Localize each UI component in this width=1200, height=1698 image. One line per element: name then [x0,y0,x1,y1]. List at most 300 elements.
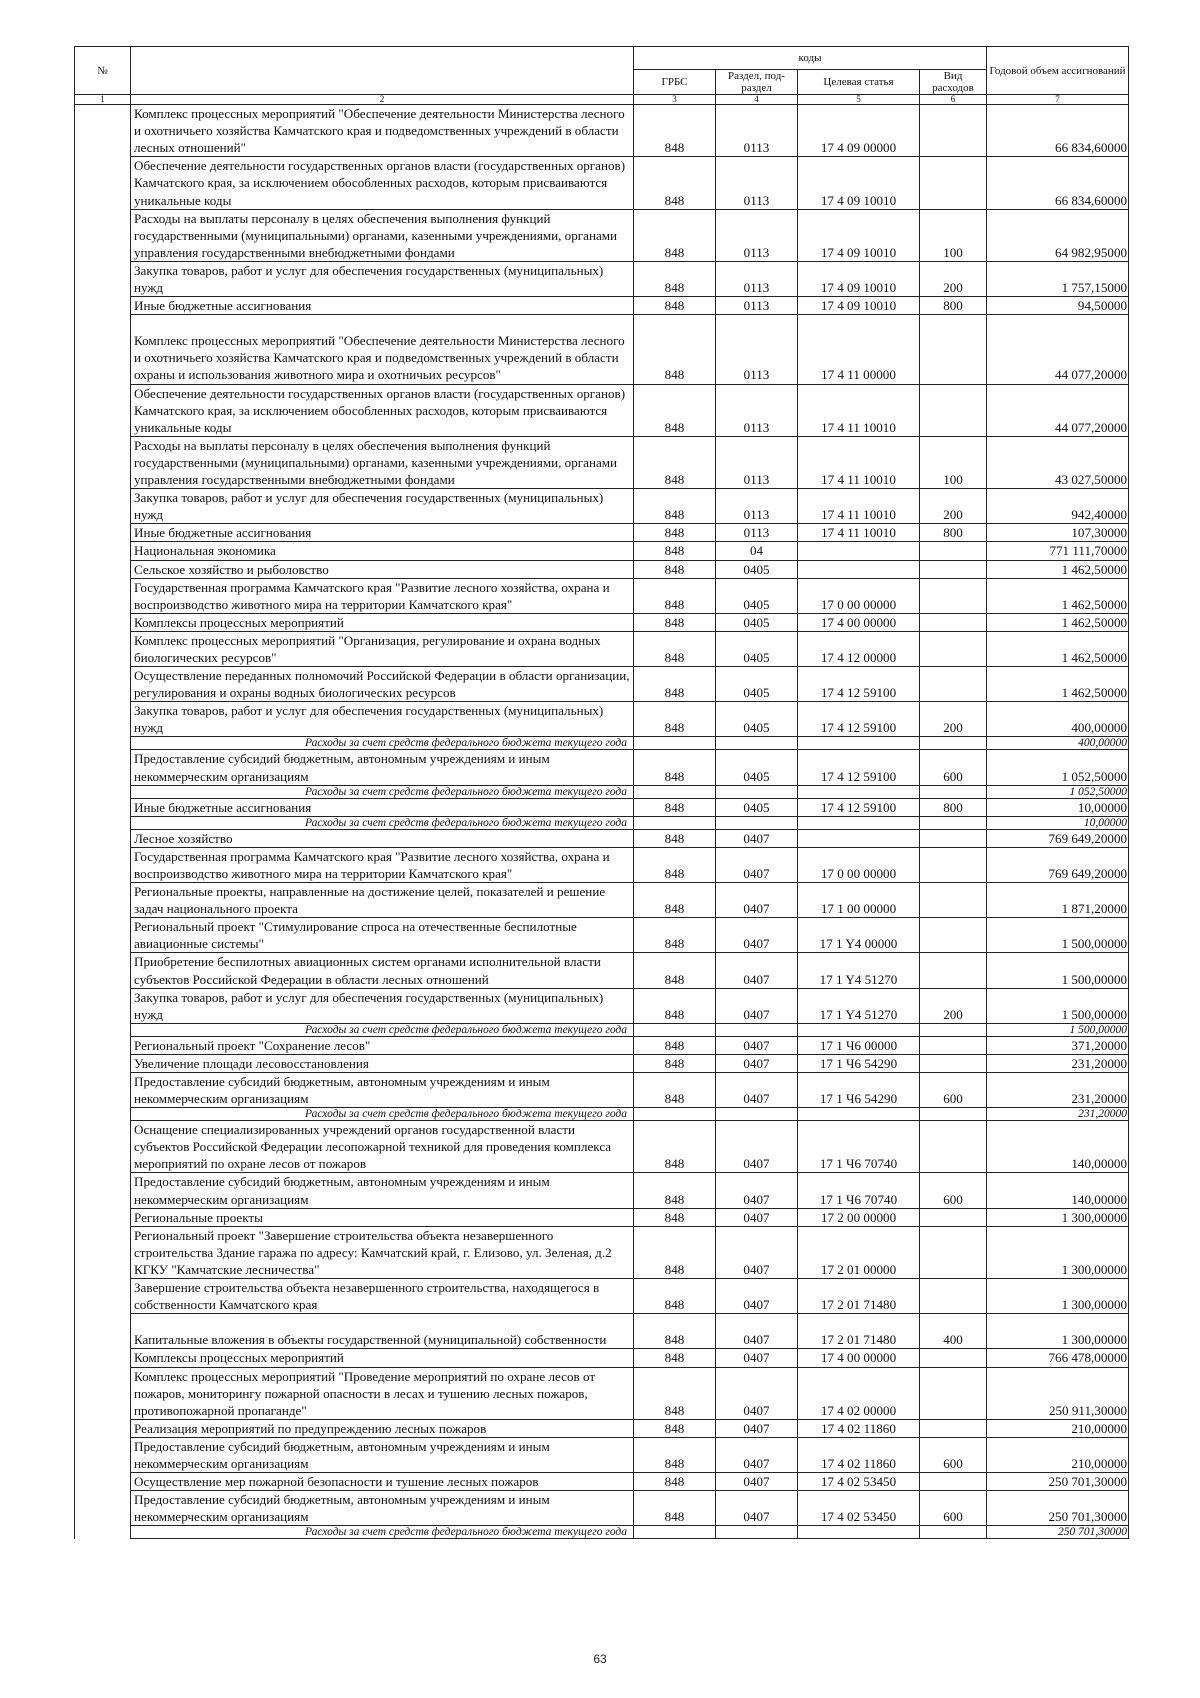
header-codes: коды [634,47,987,70]
row-name: Региональные проекты, направленные на достижение целей, показателей и решение задач национального проекта [131,883,634,918]
row-section: 0405 [716,631,798,666]
row-grbs: 848 [634,702,716,737]
row-amount: 1 462,50000 [987,578,1129,613]
row-amount: 1 462,50000 [987,613,1129,631]
row-amount: 43 027,50000 [987,436,1129,488]
row-grbs: 848 [634,209,716,261]
row-section: 0407 [716,1349,798,1367]
row-amount: 1 300,00000 [987,1208,1129,1226]
table-row [75,542,1129,560]
row-grbs: 848 [634,988,716,1023]
row-name: Комплекс процессных мероприятий "Проведение мероприятий по охране лесов от пожаров, мониторингу пожарной опасности в лесах и тушению лесных пожаров, противопожарной пропаганде" [131,1367,634,1419]
table-row [75,297,1129,315]
row-name: Иные бюджетные ассигнования [131,524,634,542]
row-expense-type [920,384,987,436]
row-amount: 1 757,15000 [987,261,1129,296]
row-name: Реализация мероприятий по предупреждению лесных пожаров [131,1419,634,1437]
federal-note-row [75,816,1129,829]
row-grbs: 848 [634,631,716,666]
row-name: Лесное хозяйство [131,829,634,847]
row-section: 0405 [716,578,798,613]
row-name: Региональный проект "Стимулирование спроса на отечественные беспилотные авиационные системы" [131,918,634,953]
row-name: Закупка товаров, работ и услуг для обеспечения государственных (муниципальных) нужд [131,988,634,1023]
row-target-item: 17 4 09 10010 [798,157,920,209]
row-amount: 942,40000 [987,489,1129,524]
row-target-item: 17 4 12 59100 [798,798,920,816]
row-name: Расходы за счет средств федерального бюджета текущего года [131,1023,634,1036]
row-target-item: 17 4 12 59100 [798,750,920,785]
row-index-cell [75,1491,131,1526]
row-expense-type [920,785,987,798]
header-number: № [75,47,131,95]
row-target-item: 17 4 11 10010 [798,436,920,488]
row-section: 0407 [716,829,798,847]
row-section: 0407 [716,1419,798,1437]
row-target-item: 17 0 00 00000 [798,847,920,882]
row-index-cell [75,918,131,953]
table-row [75,578,1129,613]
row-expense-type [920,1226,987,1278]
row-section: 0407 [716,1121,798,1173]
row-target-item: 17 4 00 00000 [798,1349,920,1367]
row-section: 0113 [716,436,798,488]
row-amount: 250 911,30000 [987,1367,1129,1419]
row-index-cell [75,702,131,737]
row-name: Закупка товаров, работ и услуг для обеспечения государственных (муниципальных) нужд [131,702,634,737]
row-target-item: 17 4 02 53450 [798,1473,920,1491]
row-expense-type [920,560,987,578]
row-name: Капитальные вложения в объекты государственной (муниципальной) собственности [131,1314,634,1349]
row-name: Иные бюджетные ассигнования [131,798,634,816]
row-amount: 64 982,95000 [987,209,1129,261]
row-amount: 1 052,50000 [987,750,1129,785]
row-expense-type [920,953,987,988]
header-target-item: Целевая статья [798,70,920,95]
row-grbs: 848 [634,1491,716,1526]
row-amount: 769 649,20000 [987,829,1129,847]
row-name: Комплексы процессных мероприятий [131,613,634,631]
table-header [75,47,1129,105]
row-expense-type: 600 [920,1072,987,1107]
row-name: Расходы на выплаты персоналу в целях обеспечения выполнения функций государственными (муниципальными) органами, казенными учреждениями, органами управления государственными внебюджетными фондами [131,436,634,488]
row-expense-type [920,667,987,702]
row-index-cell [75,560,131,578]
row-target-item: 17 1 Ч6 00000 [798,1036,920,1054]
row-amount: 1 462,50000 [987,631,1129,666]
row-grbs: 848 [634,1226,716,1278]
row-expense-type [920,1208,987,1226]
row-index-cell [75,1437,131,1472]
row-section: 0405 [716,667,798,702]
row-grbs: 848 [634,1367,716,1419]
row-index-cell [75,613,131,631]
row-name: Комплекс процессных мероприятий "Обеспечение деятельности Министерства лесного и охотничьего хозяйства Камчатского края и подведомственных учреждений в области охраны и использования животного мира и охотничьих ресурсов" [131,315,634,384]
row-target-item: 17 2 01 71480 [798,1314,920,1349]
row-index-cell [75,157,131,209]
row-expense-type [920,157,987,209]
row-expense-type [920,1121,987,1173]
row-grbs: 848 [634,1279,716,1314]
row-target-item: 17 4 11 10010 [798,384,920,436]
row-section [716,737,798,750]
federal-note-row [75,1108,1129,1121]
federal-note-row [75,1526,1129,1539]
row-amount: 231,20000 [987,1108,1129,1121]
row-target-item: 17 1 Ч6 54290 [798,1072,920,1107]
budget-table [74,46,1129,1539]
row-grbs: 848 [634,384,716,436]
row-name: Региональный проект "Завершение строительства объекта незавершенного строительства Здание гаража по адресу: Камчатский край, г. Елизово, ул. Зеленая, д.2 КГКУ "Камчатские лесничества" [131,1226,634,1278]
row-index-cell [75,798,131,816]
row-section: 0407 [716,953,798,988]
table-row [75,883,1129,918]
row-grbs: 848 [634,1208,716,1226]
row-expense-type [920,1054,987,1072]
row-grbs [634,1023,716,1036]
row-name: Расходы за счет средств федерального бюджета текущего года [131,1108,634,1121]
row-grbs: 848 [634,918,716,953]
row-grbs: 848 [634,1314,716,1349]
table-row [75,1473,1129,1491]
row-expense-type [920,816,987,829]
row-target-item: 17 4 11 10010 [798,489,920,524]
row-grbs: 848 [634,1173,716,1208]
row-index-cell [75,105,131,157]
row-name: Региональные проекты [131,1208,634,1226]
row-amount: 1 500,00000 [987,988,1129,1023]
row-name: Сельское хозяйство и рыболовство [131,560,634,578]
row-target-item: 17 2 00 00000 [798,1208,920,1226]
table-row [75,1367,1129,1419]
row-amount: 766 478,00000 [987,1349,1129,1367]
row-grbs: 848 [634,847,716,882]
row-expense-type: 100 [920,436,987,488]
table-row [75,524,1129,542]
row-index-cell [75,384,131,436]
row-index-cell [75,1072,131,1107]
row-target-item: 17 1 Y4 51270 [798,953,920,988]
row-target-item: 17 1 Y4 51270 [798,988,920,1023]
row-grbs: 848 [634,1121,716,1173]
row-grbs: 848 [634,1072,716,1107]
row-target-item [798,542,920,560]
budget-sheet [74,46,1128,1539]
row-index-cell [75,829,131,847]
header-name [131,47,634,95]
header-grbs: ГРБС [634,70,716,95]
row-amount: 250 701,30000 [987,1473,1129,1491]
row-section: 0407 [716,1314,798,1349]
header-col-num: 7 [987,95,1129,105]
row-expense-type [920,883,987,918]
header-col-num: 4 [716,95,798,105]
row-amount: 1 500,00000 [987,953,1129,988]
row-grbs: 848 [634,560,716,578]
row-target-item [798,1526,920,1539]
row-name: Комплекс процессных мероприятий "Организация, регулирование и охрана водных биологических ресурсов" [131,631,634,666]
row-section: 0407 [716,1173,798,1208]
row-amount: 66 834,60000 [987,105,1129,157]
row-amount: 400,00000 [987,702,1129,737]
federal-note-row [75,737,1129,750]
row-section: 0113 [716,261,798,296]
row-index-cell [75,1419,131,1437]
row-amount: 400,00000 [987,737,1129,750]
row-expense-type [920,315,987,384]
row-section: 0407 [716,918,798,953]
row-section: 0407 [716,847,798,882]
row-section [716,785,798,798]
row-grbs: 848 [634,524,716,542]
row-name: Расходы за счет средств федерального бюджета текущего года [131,785,634,798]
row-expense-type [920,1349,987,1367]
table-row [75,261,1129,296]
header-section: Раздел, под-раздел [716,70,798,95]
row-name: Региональный проект "Сохранение лесов" [131,1036,634,1054]
table-row [75,1279,1129,1314]
row-expense-type: 600 [920,1173,987,1208]
row-amount: 1 300,00000 [987,1226,1129,1278]
row-target-item [798,1023,920,1036]
row-expense-type [920,1279,987,1314]
row-index-cell [75,1349,131,1367]
row-grbs: 848 [634,297,716,315]
row-index-cell [75,816,131,829]
row-grbs: 848 [634,261,716,296]
row-grbs: 848 [634,883,716,918]
federal-note-row [75,1023,1129,1036]
row-name: Иные бюджетные ассигнования [131,297,634,315]
row-index-cell [75,209,131,261]
table-row [75,631,1129,666]
row-expense-type: 600 [920,1437,987,1472]
row-target-item: 17 4 09 10010 [798,209,920,261]
row-index-cell [75,1121,131,1173]
row-section: 0405 [716,750,798,785]
row-target-item: 17 1 Y4 00000 [798,918,920,953]
row-expense-type [920,829,987,847]
row-expense-type: 600 [920,750,987,785]
row-index-cell [75,315,131,384]
table-row [75,1036,1129,1054]
row-index-cell [75,436,131,488]
row-section: 0407 [716,1208,798,1226]
row-grbs: 848 [634,613,716,631]
table-row [75,1349,1129,1367]
row-name: Государственная программа Камчатского края "Развитие лесного хозяйства, охрана и воспроизводство животного мира на территории Камчатского края" [131,847,634,882]
row-index-cell [75,524,131,542]
row-amount: 771 111,70000 [987,542,1129,560]
row-expense-type [920,1526,987,1539]
row-expense-type: 600 [920,1491,987,1526]
row-grbs: 848 [634,1349,716,1367]
row-name: Закупка товаров, работ и услуг для обеспечения государственных (муниципальных) нужд [131,261,634,296]
row-name: Расходы за счет средств федерального бюджета текущего года [131,1526,634,1539]
row-index-cell [75,297,131,315]
row-amount: 1 462,50000 [987,667,1129,702]
header-col-num: 1 [75,95,131,105]
row-section: 0407 [716,1367,798,1419]
row-expense-type: 800 [920,798,987,816]
row-amount: 44 077,20000 [987,315,1129,384]
row-expense-type [920,105,987,157]
row-name: Предоставление субсидий бюджетным, автономным учреждениям и иным некоммерческим организациям [131,750,634,785]
row-section: 0113 [716,489,798,524]
row-index-cell [75,542,131,560]
table-row [75,436,1129,488]
row-amount: 1 871,20000 [987,883,1129,918]
table-row [75,953,1129,988]
row-section: 0113 [716,297,798,315]
row-target-item: 17 1 Ч6 54290 [798,1054,920,1072]
header-col-num: 6 [920,95,987,105]
row-target-item: 17 2 01 00000 [798,1226,920,1278]
row-name: Предоставление субсидий бюджетным, автономным учреждениям и иным некоммерческим организациям [131,1437,634,1472]
row-grbs: 848 [634,953,716,988]
row-section: 0407 [716,1279,798,1314]
table-row [75,918,1129,953]
table-row [75,1226,1129,1278]
row-target-item [798,737,920,750]
row-section: 0113 [716,209,798,261]
row-index-cell [75,631,131,666]
row-target-item: 17 1 Ч6 70740 [798,1121,920,1173]
row-expense-type [920,737,987,750]
row-target-item: 17 4 11 00000 [798,315,920,384]
row-section: 0405 [716,560,798,578]
row-amount: 1 300,00000 [987,1279,1129,1314]
row-section [716,1108,798,1121]
row-index-cell [75,847,131,882]
row-name: Расходы за счет средств федерального бюджета текущего года [131,737,634,750]
federal-note-row [75,785,1129,798]
row-amount: 231,20000 [987,1072,1129,1107]
row-index-cell [75,1054,131,1072]
row-index-cell [75,1173,131,1208]
row-expense-type [920,542,987,560]
row-name: Национальная экономика [131,542,634,560]
row-name: Осуществление переданных полномочий Российской Федерации в области организации, регулирования и охраны водных биологических ресурсов [131,667,634,702]
row-name: Оснащение специализированных учреждений органов государственной власти субъектов Российской Федерации лесопожарной техникой для проведения комплекса мероприятий по охране лесов от пожаров [131,1121,634,1173]
row-target-item: 17 4 12 59100 [798,702,920,737]
table-row [75,1072,1129,1107]
row-index-cell [75,1473,131,1491]
row-index-cell [75,988,131,1023]
row-amount: 210,00000 [987,1419,1129,1437]
row-index-cell [75,1036,131,1054]
row-section: 0407 [716,883,798,918]
row-target-item: 17 4 09 10010 [798,261,920,296]
row-grbs: 848 [634,1036,716,1054]
row-grbs: 848 [634,1419,716,1437]
row-grbs [634,816,716,829]
row-expense-type [920,847,987,882]
row-target-item: 17 4 11 10010 [798,524,920,542]
row-section: 0407 [716,1491,798,1526]
row-target-item: 17 1 00 00000 [798,883,920,918]
row-expense-type [920,918,987,953]
row-index-cell [75,1314,131,1349]
row-target-item: 17 4 12 00000 [798,631,920,666]
row-amount: 1 052,50000 [987,785,1129,798]
row-index-cell [75,1023,131,1036]
table-row [75,315,1129,384]
table-row [75,988,1129,1023]
row-section: 0405 [716,613,798,631]
row-grbs [634,785,716,798]
table-row [75,1121,1129,1173]
row-amount: 107,30000 [987,524,1129,542]
row-section: 0405 [716,798,798,816]
row-expense-type [920,1108,987,1121]
row-grbs [634,1526,716,1539]
row-section: 0407 [716,988,798,1023]
row-amount: 10,00000 [987,816,1129,829]
row-section: 0113 [716,315,798,384]
row-section: 0405 [716,702,798,737]
row-section: 0407 [716,1072,798,1107]
row-section: 0113 [716,157,798,209]
row-target-item [798,560,920,578]
row-expense-type [920,613,987,631]
table-row [75,209,1129,261]
row-grbs: 848 [634,489,716,524]
row-section: 04 [716,542,798,560]
table-row [75,667,1129,702]
table-row [75,1491,1129,1526]
table-row [75,750,1129,785]
row-amount: 1 300,00000 [987,1314,1129,1349]
row-target-item [798,816,920,829]
table-row [75,489,1129,524]
row-amount: 10,00000 [987,798,1129,816]
row-index-cell [75,1108,131,1121]
row-amount: 1 462,50000 [987,560,1129,578]
row-section: 0407 [716,1054,798,1072]
row-grbs: 848 [634,542,716,560]
row-index-cell [75,1526,131,1539]
row-index-cell [75,1367,131,1419]
row-amount: 66 834,60000 [987,157,1129,209]
row-index-cell [75,750,131,785]
table-row [75,105,1129,157]
table-body [75,105,1129,1539]
row-target-item: 17 4 09 10010 [798,297,920,315]
row-index-cell [75,883,131,918]
row-amount: 44 077,20000 [987,384,1129,436]
row-name: Приобретение беспилотных авиационных систем органами исполнительной власти субъектов Российской Федерации в области лесных отношений [131,953,634,988]
row-name: Комплексы процессных мероприятий [131,1349,634,1367]
header-col-num: 2 [131,95,634,105]
row-grbs: 848 [634,105,716,157]
row-name: Государственная программа Камчатского края "Развитие лесного хозяйства, охрана и воспроизводство животного мира на территории Камчатского края" [131,578,634,613]
row-name: Осуществление мер пожарной безопасности и тушение лесных пожаров [131,1473,634,1491]
table-row [75,613,1129,631]
row-amount: 140,00000 [987,1173,1129,1208]
row-target-item [798,829,920,847]
row-target-item: 17 0 00 00000 [798,578,920,613]
row-amount: 250 701,30000 [987,1491,1129,1526]
row-amount: 231,20000 [987,1054,1129,1072]
row-expense-type [920,1419,987,1437]
row-name: Предоставление субсидий бюджетным, автономным учреждениям и иным некоммерческим организациям [131,1491,634,1526]
table-row [75,1054,1129,1072]
row-expense-type [920,1036,987,1054]
row-amount: 94,50000 [987,297,1129,315]
row-index-cell [75,1208,131,1226]
header-col-num: 3 [634,95,716,105]
row-target-item: 17 2 01 71480 [798,1279,920,1314]
